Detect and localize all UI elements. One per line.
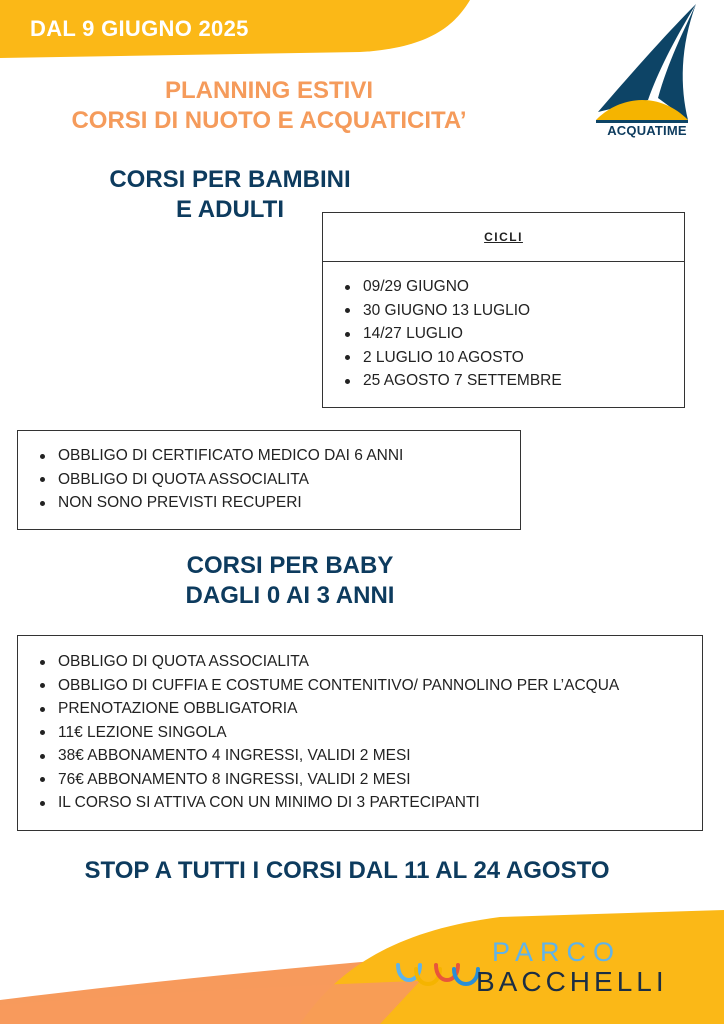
cycles-box <box>322 212 685 408</box>
adult-rules-box <box>17 430 521 530</box>
stop-notice: STOP A TUTTI I CORSI DAL 11 AL 24 AGOSTO <box>84 857 610 884</box>
cycles-list <box>323 262 684 393</box>
cycle-item: 25 AGOSTO 7 SETTEMBRE <box>363 369 684 393</box>
cycles-header: CICLI <box>323 213 684 262</box>
baby-section-title-line1: CORSI PER BABY <box>186 552 394 579</box>
baby-info-item: OBBLIGO DI CUFFIA E COSTUME CONTENITIVO/ PANNOLINO PER L’ACQUA <box>58 674 702 698</box>
brand-name-line1: PARCO <box>492 937 622 967</box>
rule-item: NON SONO PREVISTI RECUPERI <box>58 491 520 515</box>
baby-info-item: 76€ ABBONAMENTO 8 INGRESSI, VALIDI 2 MESI <box>58 768 702 792</box>
baby-info-item: IL CORSO SI ATTIVA CON UN MINIMO DI 3 PARTECIPANTI <box>58 791 702 815</box>
brand-name-line2: BACCHELLI <box>476 966 668 997</box>
cycle-item: 2 LUGLIO 10 AGOSTO <box>363 346 684 370</box>
cycle-item: 30 GIUGNO 13 LUGLIO <box>363 299 684 323</box>
baby-info-box <box>17 635 703 831</box>
rule-item: OBBLIGO DI QUOTA ASSOCIALITA <box>58 468 520 492</box>
baby-info-item: PRENOTAZIONE OBBLIGATORIA <box>58 697 702 721</box>
baby-info-list <box>18 636 702 815</box>
cycle-item: 14/27 LUGLIO <box>363 322 684 346</box>
baby-info-item: 38€ ABBONAMENTO 4 INGRESSI, VALIDI 2 MESI <box>58 744 702 768</box>
page-title-line1: PLANNING ESTIVI <box>164 77 374 104</box>
cycle-item: 09/29 GIUGNO <box>363 275 684 299</box>
adult-section-title-line2: E ADULTI <box>176 196 284 223</box>
acquatime-logo-text: ACQUATIME <box>607 123 687 138</box>
acquatime-logo <box>588 2 700 142</box>
adult-rules-list <box>18 431 520 515</box>
page-title-line2: CORSI DI NUOTO E ACQUATICITA’ <box>71 107 467 134</box>
adult-section-title-line1: CORSI PER BAMBINI <box>109 166 351 193</box>
date-banner-text: DAL 9 GIUGNO 2025 <box>30 16 249 41</box>
baby-info-item: 11€ LEZIONE SINGOLA <box>58 721 702 745</box>
baby-section-title-line2: DAGLI 0 AI 3 ANNI <box>185 582 395 609</box>
parco-waves-icon <box>394 955 484 991</box>
rule-item: OBBLIGO DI CERTIFICATO MEDICO DAI 6 ANNI <box>58 444 520 468</box>
baby-info-item: OBBLIGO DI QUOTA ASSOCIALITA <box>58 650 702 674</box>
baby-section-title <box>140 551 440 611</box>
